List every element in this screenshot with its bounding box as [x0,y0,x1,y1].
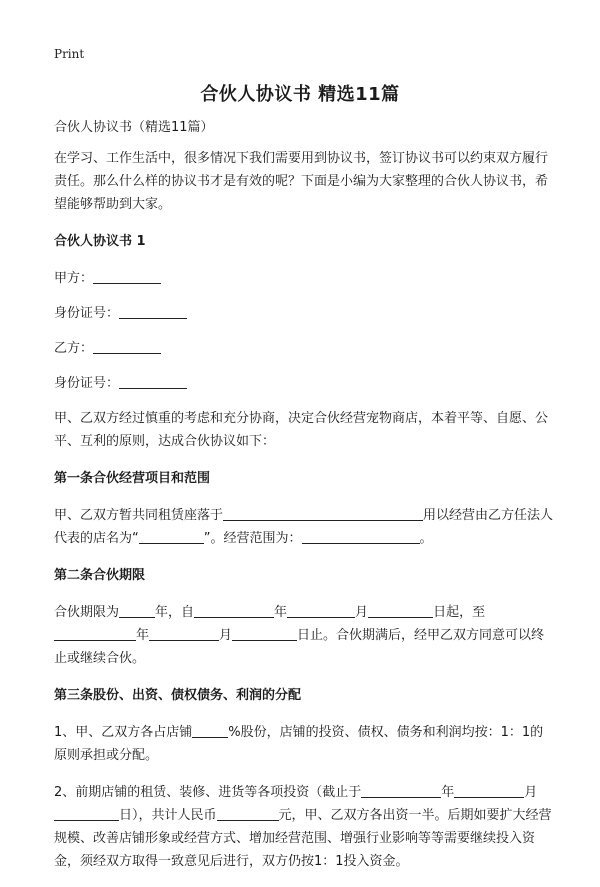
id-a-label: 身份证号： [54,306,120,321]
article-2-part-7: 月 [219,628,233,643]
location-blank [223,506,423,521]
id-b-label: 身份证号： [54,376,120,391]
end-day-blank [232,626,297,641]
article-2-text [54,601,554,670]
id-a-blank [119,304,187,319]
article-3-item-2 [54,781,554,873]
share-percent-blank [192,723,228,738]
article-3-item-2-part-5: 元，甲、乙双方各出资一半。后期如要扩大经营规模、改善店铺形象或经营方式、增加经营范围、增强行业影响等等需要继续投入资金，须经双方取得一致意见后进行，双方仍按1：1投入资金。 [54,808,552,869]
article-3-item-1-part-2: %股份，店铺的投资、债权、债务和利润均按：1：1的原则承担或分配。 [54,725,544,763]
article-2-part-4: 月 [355,605,369,620]
article-3-item-1-part-1: 1、甲、乙双方各占店铺 [54,725,193,740]
article-3-item-2-part-2: 年 [441,785,455,800]
end-year-blank [54,626,136,641]
article-2-part-1: 合伙期限为 [54,605,120,620]
article-3-item-2-part-1: 2、前期店铺的租赁、装修、进货等各项投资（截止于 [54,785,362,800]
party-b-label: 乙方： [54,341,94,356]
id-a-field [54,302,554,325]
article-1-text [54,504,554,550]
article-2-heading: 第二条合伙期限 [54,568,146,583]
intro-paragraph: 在学习、工作生活中，很多情况下我们需要用到协议书，签订协议书可以约束双方履行责任。那么什么样的协议书才是有效的呢？下面是小编为大家整理的合伙人协议书，希望能够帮助到大家。 [54,151,549,212]
party-a-label: 甲方： [54,271,94,286]
article-2-part-5: 日起，至 [433,605,486,620]
cutoff-month-blank [454,783,524,798]
article-1-part-3: ”。经营范围为： [203,531,302,546]
article-2-part-6: 年 [136,628,150,643]
total-amount-blank [217,806,279,821]
start-month-blank [287,603,355,618]
article-3-item-2-part-4: 日），共计人民币 [119,808,217,823]
business-scope-blank [302,529,420,544]
party-a-blank [93,269,161,284]
article-2-part-2: 年，自 [155,605,195,620]
start-day-blank [368,603,433,618]
print-link[interactable]: Print [54,47,85,61]
article-3-item-2-part-3: 月 [524,785,538,800]
id-b-field [54,372,554,395]
document-subtitle: 合伙人协议书（精选11篇） [54,120,214,135]
article-2-part-8: 日止。合伙期满后，经甲乙双方同意可以终止或继续合伙。 [54,628,545,666]
start-year-blank [194,603,274,618]
article-1-heading: 第一条合伙经营项目和范围 [54,471,211,486]
article-2-part-3: 年 [274,605,288,620]
article-3-item-1 [54,721,554,767]
party-b-blank [93,339,161,354]
id-b-blank [119,374,187,389]
article-1-part-1: 甲、乙双方暂共同租赁座落于 [54,508,224,523]
article-3-heading: 第三条股份、出资、债权债务、利润的分配 [54,688,302,703]
party-b-field [54,337,554,360]
article-1-part-2: 用以经营由乙方任法人代表的店名为“ [54,508,554,546]
end-month-blank [149,626,219,641]
document-body [54,116,554,887]
party-a-field [54,267,554,290]
document-title: 合伙人协议书 精选11篇 [200,84,400,105]
store-name-blank [139,529,204,544]
cutoff-day-blank [54,806,119,821]
cutoff-year-blank [361,783,441,798]
agreement-heading: 合伙人协议书 1 [54,234,146,249]
preamble-paragraph: 甲、乙双方经过慎重的考虑和充分协商，决定合伙经营宠物商店，本着平等、自愿、公平、互利的原则，达成合伙协议如下： [54,411,549,449]
article-1-part-4: 。 [419,531,433,546]
term-years-blank [119,603,155,618]
